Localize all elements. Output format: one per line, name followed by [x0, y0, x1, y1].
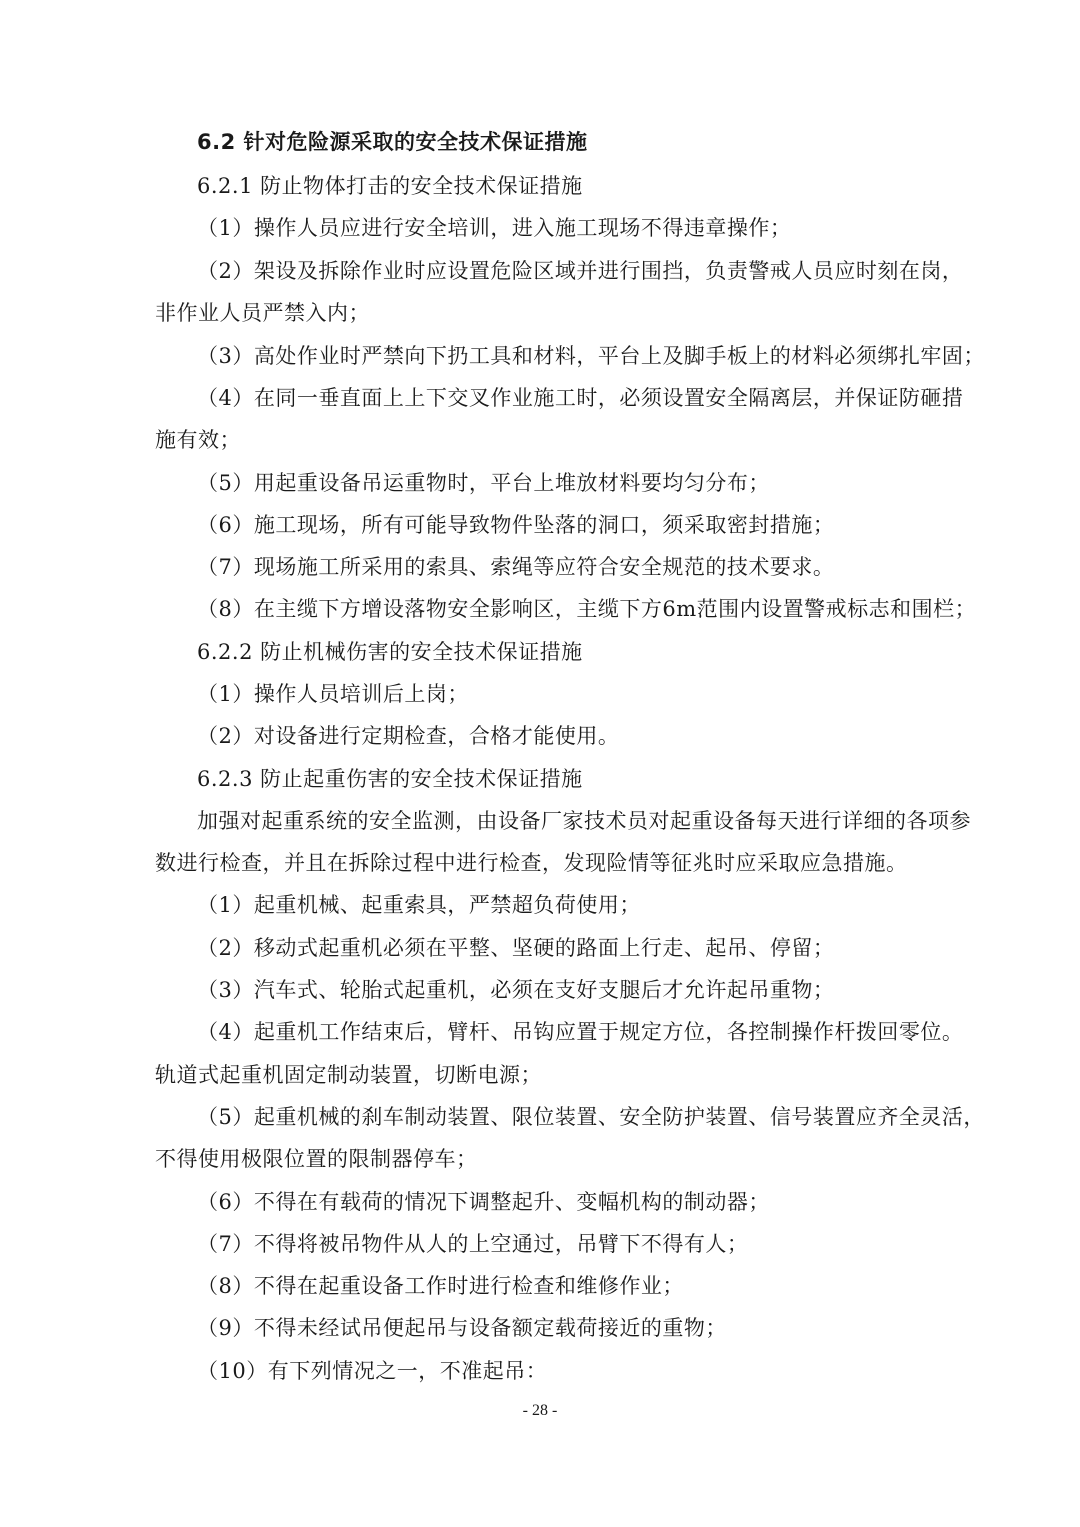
- subsection-heading: 6.2.3 防止起重伤害的安全技术保证措施: [197, 767, 583, 791]
- list-item: （6）不得在有载荷的情况下调整起升、变幅机构的制动器；: [197, 1190, 770, 1214]
- list-item: （1）起重机械、起重索具，严禁超负荷使用；: [197, 893, 641, 917]
- list-item: （7）现场施工所采用的索具、索绳等应符合安全规范的技术要求。: [197, 555, 835, 579]
- list-item: （4）起重机工作结束后，臂杆、吊钩应置于规定方位，各控制操作杆拨回零位。: [197, 1020, 964, 1044]
- page-number: - 28 -: [522, 1402, 558, 1419]
- list-item: （2）架设及拆除作业时应设置危险区域并进行围挡，负责警戒人员应时刻在岗，: [197, 259, 964, 283]
- list-item: （4）在同一垂直面上上下交叉作业施工时，必须设置安全隔离层，并保证防砸措: [197, 386, 964, 410]
- list-item-continuation: 轨道式起重机固定制动装置，切断电源；: [155, 1063, 542, 1087]
- list-item-continuation: 不得使用极限位置的限制器停车；: [155, 1147, 478, 1171]
- subsection-heading: 6.2.1 防止物体打击的安全技术保证措施: [197, 174, 583, 198]
- subsection-heading: 6.2.2 防止机械伤害的安全技术保证措施: [197, 640, 583, 664]
- list-item: （7）不得将被吊物件从人的上空通过，吊臂下不得有人；: [197, 1232, 749, 1256]
- paragraph: 加强对起重系统的安全监测，由设备厂家技术员对起重设备每天进行详细的各项参: [197, 809, 971, 833]
- list-item: （1）操作人员培训后上岗；: [197, 682, 469, 706]
- list-item: （10）有下列情况之一，不准起吊：: [197, 1359, 548, 1383]
- paragraph-continuation: 数进行检查，并且在拆除过程中进行检查，发现险情等征兆时应采取应急措施。: [155, 851, 908, 875]
- section-heading: 6.2 针对危险源采取的安全技术保证措施: [197, 130, 588, 154]
- list-item-continuation: 非作业人员严禁入内；: [155, 301, 370, 325]
- list-item: （8）在主缆下方增设落物安全影响区，主缆下方6m范围内设置警戒标志和围栏；: [197, 597, 977, 621]
- list-item: （2）对设备进行定期检查，合格才能使用。: [197, 724, 620, 748]
- list-item: （2）移动式起重机必须在平整、坚硬的路面上行走、起吊、停留；: [197, 936, 835, 960]
- list-item: （3）汽车式、轮胎式起重机，必须在支好支腿后才允许起吊重物；: [197, 978, 835, 1002]
- list-item: （5）用起重设备吊运重物时，平台上堆放材料要均匀分布；: [197, 471, 770, 495]
- list-item: （5）起重机械的刹车制动装置、限位装置、安全防护装置、信号装置应齐全灵活，: [197, 1105, 985, 1129]
- list-item: （3）高处作业时严禁向下扔工具和材料，平台上及脚手板上的材料必须绑扎牢固；: [197, 344, 985, 368]
- list-item-continuation: 施有效；: [155, 428, 241, 452]
- list-item: （1）操作人员应进行安全培训，进入施工现场不得违章操作；: [197, 216, 792, 240]
- list-item: （9）不得未经试吊便起吊与设备额定载荷接近的重物；: [197, 1316, 727, 1340]
- list-item: （6）施工现场，所有可能导致物件坠落的洞口，须采取密封措施；: [197, 513, 835, 537]
- list-item: （8）不得在起重设备工作时进行检查和维修作业；: [197, 1274, 684, 1298]
